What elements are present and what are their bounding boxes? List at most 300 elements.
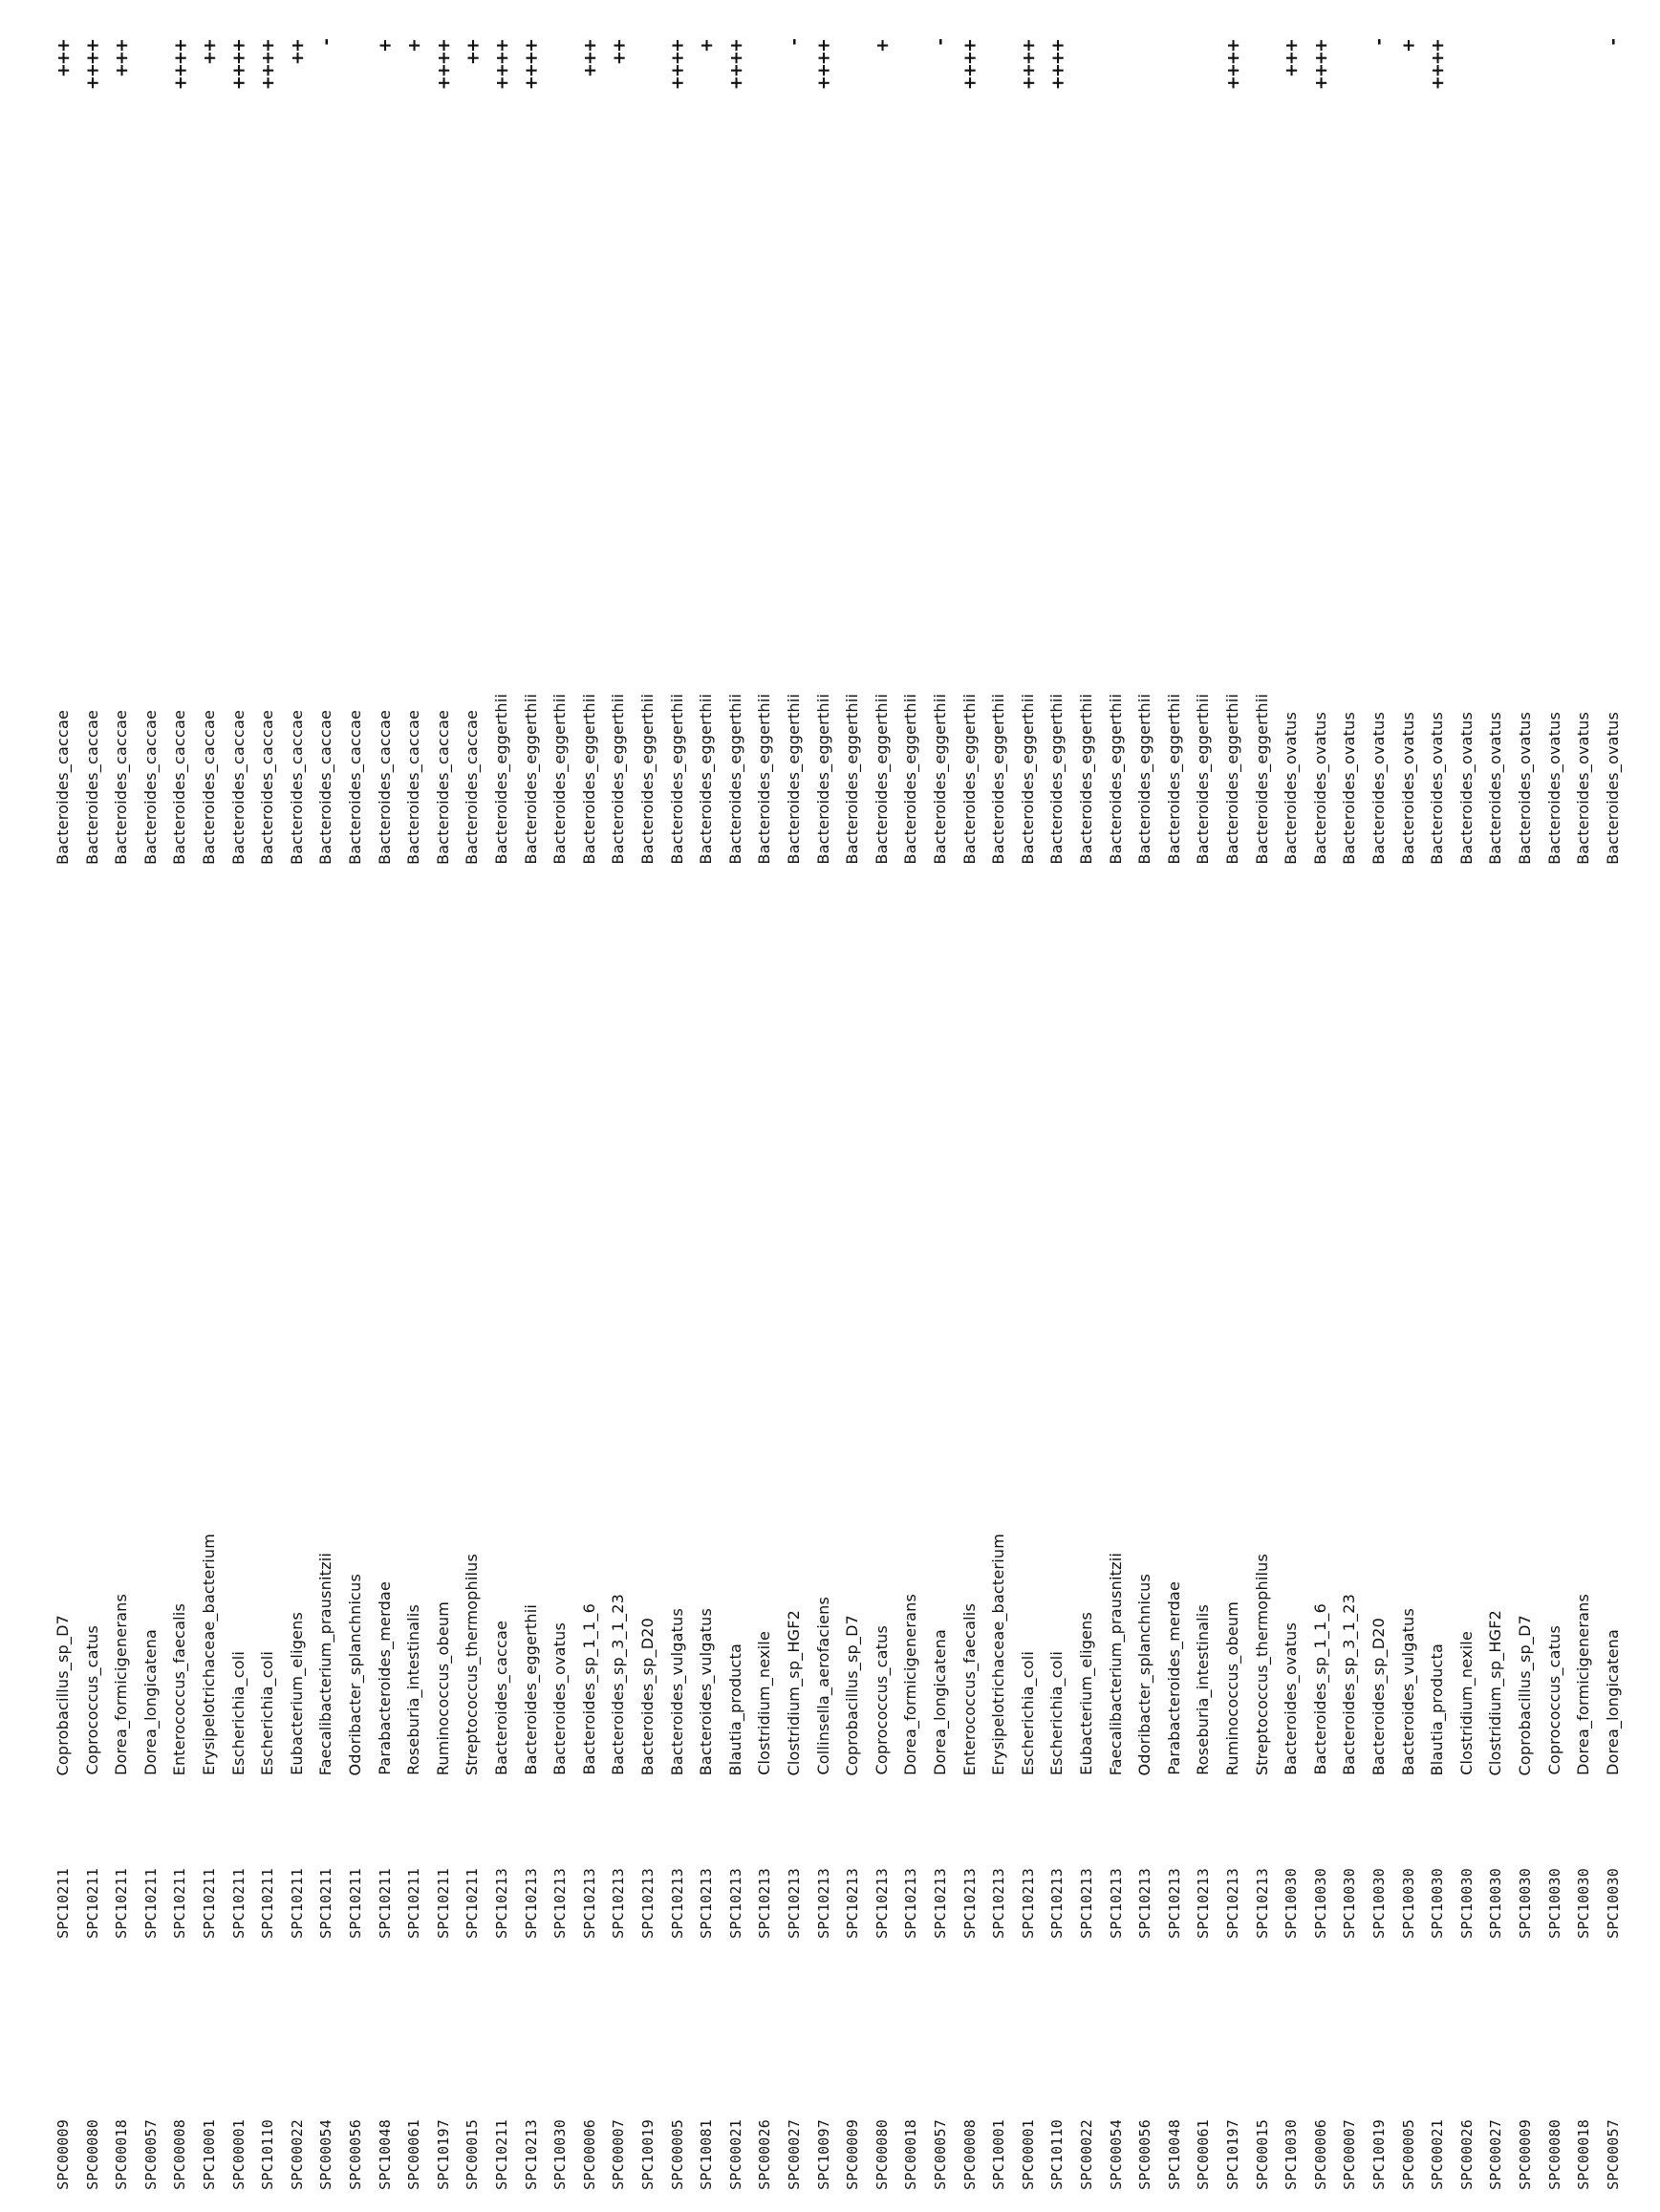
group-id-cell: SPC10213 bbox=[580, 1868, 598, 1939]
group-id-cell: SPC10030 bbox=[1311, 1868, 1329, 1939]
bacteroides-cell: Bacteroides_eggerthii bbox=[1164, 694, 1183, 865]
spc-id-cell: SPC00015 bbox=[464, 2119, 482, 2190]
table-row bbox=[1252, 38, 1273, 105]
group-id-cell: SPC10030 bbox=[1341, 1868, 1359, 1939]
species-cell: Escherichia_coli bbox=[1047, 1650, 1067, 1775]
group-id-cell: SPC10211 bbox=[229, 1868, 248, 1939]
group-id-cell: SPC10030 bbox=[1487, 1868, 1505, 1939]
table-row bbox=[53, 38, 74, 105]
species-cell: Bacteroides_sp_D20 bbox=[1369, 1617, 1388, 1775]
score-cell: ++++ bbox=[959, 38, 981, 89]
group-id-cell: SPC10213 bbox=[960, 1868, 979, 1939]
score-cell: ++++ bbox=[170, 38, 191, 89]
bacteroides-cell: Bacteroides_caccae bbox=[463, 710, 482, 865]
spc-id-cell: SPC00009 bbox=[844, 2119, 862, 2190]
table-row bbox=[550, 38, 571, 105]
spc-id-cell: SPC10213 bbox=[522, 2119, 540, 2190]
bacteroides-cell: Bacteroides_eggerthii bbox=[1077, 694, 1095, 865]
bacteroides-cell: Bacteroides_caccae bbox=[375, 710, 394, 865]
species-cell: Eubacterium_eligens bbox=[287, 1612, 306, 1775]
table-row bbox=[1398, 38, 1419, 105]
table-row bbox=[784, 38, 805, 105]
species-cell: Bacteroides_eggerthii bbox=[521, 1604, 540, 1775]
species-cell: Odoribacter_splanchnicus bbox=[1135, 1573, 1154, 1775]
bacteroides-cell: Bacteroides_caccae bbox=[433, 710, 452, 865]
bacteroides-cell: Bacteroides_caccae bbox=[170, 710, 189, 865]
score-cell: ++++ bbox=[1428, 38, 1449, 89]
bacteroides-cell: Bacteroides_ovatus bbox=[1282, 712, 1301, 865]
bacteroides-cell: Bacteroides_ovatus bbox=[1369, 712, 1388, 865]
bacteroides-cell: Bacteroides_ovatus bbox=[1544, 712, 1563, 865]
spc-id-cell: SPC00008 bbox=[960, 2119, 979, 2190]
group-id-cell: SPC10213 bbox=[1136, 1868, 1154, 1939]
table-row bbox=[1076, 38, 1097, 105]
table-row bbox=[375, 38, 396, 105]
spc-id-cell: SPC00007 bbox=[1341, 2119, 1359, 2190]
spc-id-cell: SPC00006 bbox=[580, 2119, 598, 2190]
species-cell: Bacteroides_sp_1_1_6 bbox=[1310, 1603, 1329, 1775]
spc-id-cell: SPC10110 bbox=[1048, 2119, 1067, 2190]
group-id-cell: SPC10211 bbox=[405, 1868, 423, 1939]
score-cell: ++++ bbox=[228, 38, 249, 89]
group-id-cell: SPC10211 bbox=[376, 1868, 394, 1939]
score-cell: ++++ bbox=[1047, 38, 1068, 89]
group-id-cell: SPC10213 bbox=[1107, 1868, 1125, 1939]
bacteroides-cell: Bacteroides_eggerthii bbox=[697, 694, 716, 865]
table-row bbox=[403, 38, 424, 105]
table-row bbox=[1164, 38, 1185, 105]
bacteroides-cell: Bacteroides_eggerthii bbox=[1252, 694, 1271, 865]
bacteroides-cell: Bacteroides_eggerthii bbox=[959, 694, 979, 865]
spc-id-cell: SPC00056 bbox=[1136, 2119, 1154, 2190]
bacteroides-cell: Bacteroides_eggerthii bbox=[843, 694, 862, 865]
score-cell: ++++ bbox=[1310, 38, 1331, 89]
species-cell: Blautia_producta bbox=[1428, 1643, 1447, 1775]
table-row bbox=[345, 38, 366, 105]
species-cell: Faecalibacterium_prausnitzii bbox=[1106, 1552, 1125, 1775]
bacteroides-cell: Bacteroides_ovatus bbox=[1603, 712, 1622, 865]
group-id-cell: SPC10213 bbox=[786, 1868, 803, 1939]
group-id-cell: SPC10213 bbox=[1253, 1868, 1271, 1939]
species-cell: Ruminococcus_obeum bbox=[1223, 1600, 1241, 1775]
species-cell: Bacteroides_ovatus bbox=[550, 1622, 570, 1775]
species-cell: Clostridium_sp_HGF2 bbox=[1486, 1609, 1505, 1775]
table-row bbox=[491, 38, 512, 105]
group-id-cell: SPC10030 bbox=[1429, 1868, 1447, 1939]
bacteroides-cell: Bacteroides_eggerthii bbox=[609, 694, 628, 865]
species-cell: Coprobacillus_sp_D7 bbox=[54, 1614, 72, 1775]
bacteroides-cell: Bacteroides_caccae bbox=[200, 710, 218, 865]
group-id-cell: SPC10213 bbox=[1078, 1868, 1095, 1939]
species-cell: Odoribacter_splanchnicus bbox=[346, 1573, 364, 1775]
table-row bbox=[1106, 38, 1127, 105]
group-id-cell: SPC10213 bbox=[1224, 1868, 1241, 1939]
table-row bbox=[257, 38, 278, 105]
species-cell: Erysipelotrichaceae_bacterium bbox=[989, 1534, 1008, 1775]
spc-id-cell: SPC00026 bbox=[756, 2119, 774, 2190]
spc-id-cell: SPC10197 bbox=[434, 2119, 452, 2190]
spc-id-cell: SPC00054 bbox=[1107, 2119, 1125, 2190]
spc-id-cell: SPC00015 bbox=[1253, 2119, 1271, 2190]
group-id-cell: SPC10211 bbox=[83, 1868, 101, 1939]
table-row bbox=[988, 38, 1009, 105]
bacteroides-cell: Bacteroides_eggerthii bbox=[785, 694, 803, 865]
table-row bbox=[930, 38, 951, 105]
group-id-cell: SPC10030 bbox=[1370, 1868, 1388, 1939]
table-row bbox=[140, 38, 162, 105]
spc-id-cell: SPC00005 bbox=[668, 2119, 686, 2190]
bacteroides-cell: Bacteroides_ovatus bbox=[1456, 712, 1476, 865]
species-cell: Dorea_formicigenerans bbox=[901, 1593, 920, 1775]
table-row bbox=[725, 38, 746, 105]
species-cell: Blautia_producta bbox=[725, 1643, 744, 1775]
spc-id-cell: SPC10110 bbox=[259, 2119, 277, 2190]
group-id-cell: SPC10213 bbox=[493, 1868, 510, 1939]
group-id-cell: SPC10211 bbox=[347, 1868, 364, 1939]
spc-id-cell: SPC00027 bbox=[1487, 2119, 1505, 2190]
group-id-cell: SPC10211 bbox=[141, 1868, 160, 1939]
spc-id-cell: SPC10001 bbox=[201, 2119, 218, 2190]
species-cell: Dorea_longicatena bbox=[931, 1628, 949, 1775]
spc-id-cell: SPC00057 bbox=[141, 2119, 160, 2190]
spc-id-cell: SPC10197 bbox=[1224, 2119, 1241, 2190]
spc-id-cell: SPC00022 bbox=[1078, 2119, 1095, 2190]
species-cell: Bacteroides_sp_3_1_23 bbox=[609, 1594, 628, 1775]
bacteroides-cell: Bacteroides_eggerthii bbox=[931, 694, 949, 865]
species-cell: Escherichia_coli bbox=[1018, 1650, 1037, 1775]
bacteroides-cell: Bacteroides_eggerthii bbox=[755, 694, 774, 865]
group-id-cell: SPC10213 bbox=[639, 1868, 657, 1939]
bacteroides-cell: Bacteroides_ovatus bbox=[1486, 712, 1505, 865]
bacteroides-cell: Bacteroides_eggerthii bbox=[638, 694, 657, 865]
bacteroides-cell: Bacteroides_eggerthii bbox=[550, 694, 570, 865]
bacteroides-cell: Bacteroides_caccae bbox=[346, 710, 364, 865]
spc-id-cell: SPC10030 bbox=[551, 2119, 570, 2190]
spc-id-cell: SPC10097 bbox=[814, 2119, 832, 2190]
bacteroides-cell: Bacteroides_caccae bbox=[316, 710, 335, 865]
score-cell: ++++ bbox=[82, 38, 103, 89]
score-cell: ++++ bbox=[521, 38, 542, 89]
group-id-cell: SPC10213 bbox=[668, 1868, 686, 1939]
bacteroides-cell: Bacteroides_eggerthii bbox=[872, 694, 891, 865]
spc-id-cell: SPC00056 bbox=[347, 2119, 364, 2190]
score-cell: + bbox=[375, 38, 396, 52]
group-id-cell: SPC10211 bbox=[113, 1868, 131, 1939]
score-cell: ++++ bbox=[1018, 38, 1039, 89]
score-cell: ++ bbox=[463, 38, 484, 64]
spc-id-cell: SPC00009 bbox=[54, 2119, 72, 2190]
species-cell: Coprococcus_catus bbox=[82, 1625, 101, 1775]
score-cell: +++ bbox=[54, 38, 74, 76]
score-cell: ++++ bbox=[492, 38, 512, 89]
bacteroides-cell: Bacteroides_caccae bbox=[82, 710, 101, 865]
bacteroides-cell: Bacteroides_eggerthii bbox=[1106, 694, 1125, 865]
group-id-cell: SPC10213 bbox=[610, 1868, 628, 1939]
score-cell: ++ bbox=[609, 38, 630, 64]
group-id-cell: SPC10213 bbox=[698, 1868, 716, 1939]
bacteroides-cell: Bacteroides_eggerthii bbox=[989, 694, 1008, 865]
score-cell: + bbox=[872, 38, 893, 52]
spc-id-cell: SPC00061 bbox=[405, 2119, 423, 2190]
group-id-cell: SPC10213 bbox=[902, 1868, 920, 1939]
bacteroides-cell: Bacteroides_eggerthii bbox=[1018, 694, 1037, 865]
score-cell: ++++ bbox=[433, 38, 454, 89]
spc-id-cell: SPC00018 bbox=[902, 2119, 920, 2190]
group-id-cell: SPC10213 bbox=[1019, 1868, 1037, 1939]
table-row bbox=[1573, 38, 1594, 105]
score-cell: ++++ bbox=[725, 38, 746, 89]
bacteroides-cell: Bacteroides_eggerthii bbox=[521, 694, 540, 865]
spc-id-cell: SPC10001 bbox=[990, 2119, 1008, 2190]
group-id-cell: SPC10213 bbox=[990, 1868, 1008, 1939]
table-row bbox=[462, 38, 483, 105]
species-cell: Dorea_longicatena bbox=[140, 1628, 160, 1775]
group-id-cell: SPC10211 bbox=[171, 1868, 189, 1939]
spc-id-cell: SPC00018 bbox=[113, 2119, 131, 2190]
bacteroides-cell: Bacteroides_ovatus bbox=[1574, 712, 1593, 865]
bacteroides-cell: Bacteroides_caccae bbox=[54, 710, 72, 865]
group-id-cell: SPC10211 bbox=[434, 1868, 452, 1939]
species-cell: Ruminococcus_obeum bbox=[433, 1600, 452, 1775]
table-row bbox=[1281, 38, 1302, 105]
score-cell: - bbox=[785, 38, 805, 44]
group-id-cell: SPC10213 bbox=[756, 1868, 774, 1939]
spc-id-cell: SPC00001 bbox=[229, 2119, 248, 2190]
spc-id-cell: SPC00009 bbox=[1517, 2119, 1534, 2190]
table-row bbox=[521, 38, 542, 105]
bacteroides-cell: Bacteroides_caccae bbox=[112, 710, 131, 865]
table-row bbox=[959, 38, 981, 105]
species-cell: Eubacterium_eligens bbox=[1077, 1612, 1095, 1775]
bacteroides-cell: Bacteroides_eggerthii bbox=[1135, 694, 1154, 865]
group-id-cell: SPC10030 bbox=[1283, 1868, 1301, 1939]
species-cell: Coprobacillus_sp_D7 bbox=[843, 1614, 862, 1775]
species-cell: Collinsella_aerofaciens bbox=[813, 1597, 832, 1775]
table-row bbox=[169, 38, 190, 105]
bacteroides-cell: Bacteroides_eggerthii bbox=[813, 694, 832, 865]
table-row bbox=[1369, 38, 1390, 105]
bacteroides-cell: Bacteroides_caccae bbox=[228, 710, 248, 865]
table-row bbox=[842, 38, 863, 105]
score-cell: + bbox=[404, 38, 425, 52]
score-cell: ++ bbox=[287, 38, 308, 64]
species-cell: Bacteroides_caccae bbox=[492, 1621, 510, 1775]
score-cell: ++++ bbox=[667, 38, 688, 89]
group-id-cell: SPC10213 bbox=[1195, 1868, 1213, 1939]
spc-id-cell: SPC10081 bbox=[698, 2119, 716, 2190]
score-cell: ++++ bbox=[813, 38, 834, 89]
species-cell: Clostridium_sp_HGF2 bbox=[785, 1609, 803, 1775]
species-cell: Parabacteroides_merdae bbox=[1164, 1581, 1183, 1775]
spc-id-cell: SPC00080 bbox=[83, 2119, 101, 2190]
spc-id-cell: SPC00057 bbox=[1604, 2119, 1622, 2190]
group-id-cell: SPC10211 bbox=[464, 1868, 482, 1939]
species-cell: Bacteroides_vulgatus bbox=[667, 1607, 686, 1775]
group-id-cell: SPC10211 bbox=[288, 1868, 306, 1939]
score-cell: + bbox=[1398, 38, 1419, 52]
bacteroides-cell: Bacteroides_eggerthii bbox=[667, 694, 686, 865]
score-cell: ++ bbox=[200, 38, 220, 64]
species-cell: Coprobacillus_sp_D7 bbox=[1516, 1614, 1534, 1775]
group-id-cell: SPC10211 bbox=[259, 1868, 277, 1939]
table-row bbox=[637, 38, 658, 105]
group-id-cell: SPC10213 bbox=[1048, 1868, 1067, 1939]
species-cell: Bacteroides_sp_3_1_23 bbox=[1340, 1594, 1359, 1775]
spc-id-cell: SPC10048 bbox=[1165, 2119, 1183, 2190]
spc-id-cell: SPC00080 bbox=[873, 2119, 891, 2190]
table-row bbox=[199, 38, 220, 105]
group-id-cell: SPC10213 bbox=[932, 1868, 949, 1939]
group-id-cell: SPC10213 bbox=[551, 1868, 570, 1939]
group-id-cell: SPC10213 bbox=[873, 1868, 891, 1939]
bacteroides-cell: Bacteroides_ovatus bbox=[1340, 712, 1359, 865]
species-cell: Faecalibacterium_prausnitzii bbox=[316, 1552, 335, 1775]
species-cell: Streptococcus_thermophilus bbox=[1252, 1553, 1271, 1775]
group-id-cell: SPC10030 bbox=[1399, 1868, 1417, 1939]
table-row bbox=[1544, 38, 1565, 105]
species-cell: Bacteroides_vulgatus bbox=[1398, 1607, 1417, 1775]
spc-id-cell: SPC00057 bbox=[932, 2119, 949, 2190]
spc-id-cell: SPC00018 bbox=[1575, 2119, 1593, 2190]
spc-id-cell: SPC10019 bbox=[639, 2119, 657, 2190]
spc-id-cell: SPC10048 bbox=[376, 2119, 394, 2190]
bacteroides-cell: Bacteroides_ovatus bbox=[1516, 712, 1534, 865]
bacteroides-cell: Bacteroides_caccae bbox=[404, 710, 423, 865]
bacteroides-cell: Bacteroides_eggerthii bbox=[1194, 694, 1213, 865]
score-cell: +++ bbox=[579, 38, 600, 76]
score-cell: ++++ bbox=[258, 38, 279, 89]
score-cell: - bbox=[316, 38, 337, 44]
spc-id-cell: SPC00005 bbox=[1399, 2119, 1417, 2190]
bacteroides-cell: Bacteroides_caccae bbox=[287, 710, 306, 865]
group-id-cell: SPC10030 bbox=[1457, 1868, 1476, 1939]
spc-id-cell: SPC00007 bbox=[610, 2119, 628, 2190]
table-row bbox=[696, 38, 717, 105]
table-row bbox=[287, 38, 308, 105]
species-cell: Escherichia_coli bbox=[228, 1650, 248, 1775]
spc-id-cell: SPC10019 bbox=[1370, 2119, 1388, 2190]
bacteroides-cell: Bacteroides_eggerthii bbox=[579, 694, 598, 865]
group-id-cell: SPC10213 bbox=[726, 1868, 744, 1939]
table-row bbox=[1046, 38, 1067, 105]
bacteroides-cell: Bacteroides_eggerthii bbox=[1047, 694, 1067, 865]
group-id-cell: SPC10030 bbox=[1604, 1868, 1622, 1939]
table-row bbox=[111, 38, 132, 105]
species-cell: Dorea_longicatena bbox=[1603, 1628, 1622, 1775]
spc-id-cell: SPC00054 bbox=[317, 2119, 335, 2190]
spc-id-cell: SPC00021 bbox=[726, 2119, 744, 2190]
score-cell: ++++ bbox=[1223, 38, 1243, 89]
species-cell: Erysipelotrichaceae_bacterium bbox=[200, 1534, 218, 1775]
group-id-cell: SPC10213 bbox=[1165, 1868, 1183, 1939]
bacteroides-cell: Bacteroides_eggerthii bbox=[1223, 694, 1241, 865]
bacteroides-cell: Bacteroides_caccae bbox=[140, 710, 160, 865]
group-id-cell: SPC10030 bbox=[1545, 1868, 1563, 1939]
bacteroides-cell: Bacteroides_eggerthii bbox=[492, 694, 510, 865]
score-cell: - bbox=[1603, 38, 1624, 44]
species-cell: Escherichia_coli bbox=[258, 1650, 277, 1775]
spc-id-cell: SPC10030 bbox=[1283, 2119, 1301, 2190]
bacteroides-cell: Bacteroides_eggerthii bbox=[901, 694, 920, 865]
group-id-cell: SPC10213 bbox=[844, 1868, 862, 1939]
species-cell: Enterococcus_faecalis bbox=[170, 1602, 189, 1775]
bacteroides-cell: Bacteroides_caccae bbox=[258, 710, 277, 865]
table-row bbox=[1603, 38, 1624, 105]
spc-id-cell: SPC00022 bbox=[288, 2119, 306, 2190]
species-cell: Bacteroides_ovatus bbox=[1282, 1622, 1301, 1775]
group-id-cell: SPC10030 bbox=[1575, 1868, 1593, 1939]
group-id-cell: SPC10211 bbox=[201, 1868, 218, 1939]
table-row bbox=[1427, 38, 1448, 105]
table-row bbox=[579, 38, 600, 105]
table-row bbox=[1222, 38, 1243, 105]
table-row bbox=[1193, 38, 1214, 105]
spc-id-cell: SPC00027 bbox=[786, 2119, 803, 2190]
spc-id-cell: SPC00001 bbox=[1019, 2119, 1037, 2190]
score-cell: - bbox=[931, 38, 951, 44]
species-cell: Bacteroides_vulgatus bbox=[697, 1607, 716, 1775]
table-row bbox=[1310, 38, 1331, 105]
species-cell: Dorea_formicigenerans bbox=[112, 1593, 131, 1775]
table-row bbox=[1339, 38, 1360, 105]
bacteroides-cell: Bacteroides_ovatus bbox=[1428, 712, 1447, 865]
table-row bbox=[1456, 38, 1477, 105]
table-row bbox=[1485, 38, 1506, 105]
table-row bbox=[228, 38, 249, 105]
table-row bbox=[315, 38, 336, 105]
species-cell: Bacteroides_sp_D20 bbox=[638, 1617, 657, 1775]
table-row bbox=[667, 38, 688, 105]
spc-id-cell: SPC00008 bbox=[171, 2119, 189, 2190]
group-id-cell: SPC10213 bbox=[522, 1868, 540, 1939]
table-row bbox=[433, 38, 454, 105]
group-id-cell: SPC10030 bbox=[1517, 1868, 1534, 1939]
table-row bbox=[754, 38, 775, 105]
table-row bbox=[82, 38, 103, 105]
species-cell: Clostridium_nexile bbox=[755, 1631, 774, 1775]
spc-id-cell: SPC00061 bbox=[1195, 2119, 1213, 2190]
species-cell: Parabacteroides_merdae bbox=[375, 1581, 394, 1775]
group-id-cell: SPC10211 bbox=[317, 1868, 335, 1939]
group-id-cell: SPC10213 bbox=[814, 1868, 832, 1939]
species-cell: Roseburia_intestinalis bbox=[404, 1604, 423, 1775]
score-cell: + bbox=[697, 38, 718, 52]
species-cell: Roseburia_intestinalis bbox=[1194, 1604, 1213, 1775]
spc-id-cell: SPC00026 bbox=[1457, 2119, 1476, 2190]
bacteroides-cell: Bacteroides_ovatus bbox=[1310, 712, 1329, 865]
species-cell: Enterococcus_faecalis bbox=[959, 1602, 979, 1775]
table-row bbox=[1134, 38, 1155, 105]
spc-id-cell: SPC00006 bbox=[1311, 2119, 1329, 2190]
score-cell: +++ bbox=[112, 38, 133, 76]
group-id-cell: SPC10211 bbox=[54, 1868, 72, 1939]
species-cell: Bacteroides_sp_1_1_6 bbox=[579, 1603, 598, 1775]
table-row bbox=[813, 38, 834, 105]
table-row bbox=[1018, 38, 1039, 105]
score-cell: - bbox=[1369, 38, 1390, 44]
table-row bbox=[1515, 38, 1536, 105]
bacteroides-cell: Bacteroides_eggerthii bbox=[725, 694, 744, 865]
species-cell: Clostridium_nexile bbox=[1456, 1631, 1476, 1775]
table-row bbox=[872, 38, 893, 105]
species-cell: Streptococcus_thermophilus bbox=[463, 1553, 482, 1775]
species-cell: Coprococcus_catus bbox=[872, 1625, 891, 1775]
spc-id-cell: SPC10211 bbox=[493, 2119, 510, 2190]
species-cell: Dorea_formicigenerans bbox=[1574, 1593, 1593, 1775]
spc-id-cell: SPC00080 bbox=[1545, 2119, 1563, 2190]
spc-id-cell: SPC00021 bbox=[1429, 2119, 1447, 2190]
table-row bbox=[900, 38, 921, 105]
